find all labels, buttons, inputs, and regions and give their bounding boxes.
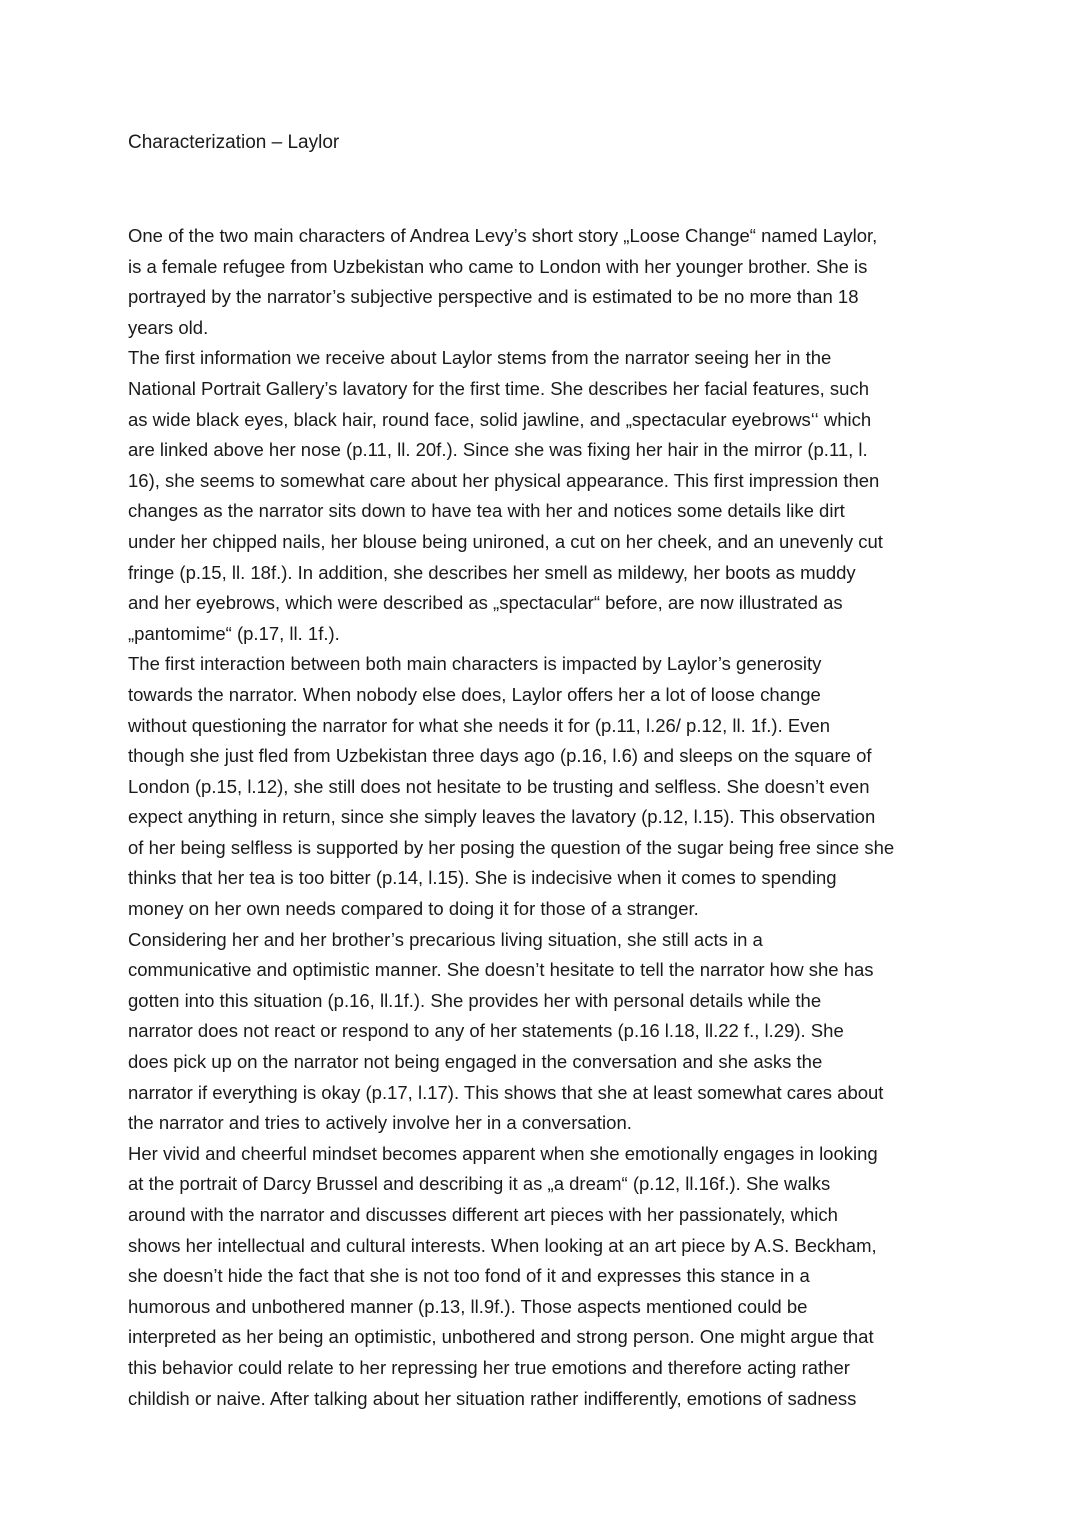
body-line: this behavior could relate to her repressing her true emotions and therefore acting rather [128,1356,850,1378]
body-line: National Portrait Gallery’s lavatory for the first time. She describes her facial features, such [128,377,870,399]
body-line: of her being selfless is supported by her posing the question of the sugar being free since she [128,836,895,858]
body-line: Considering her and her brother’s precarious living situation, she still acts in a [128,928,763,950]
body-line: childish or naive. After talking about her situation rather indifferently, emotions of sadness [128,1387,857,1409]
body-line: „pantomime“ (p.17, ll. 1f.). [128,622,340,644]
body-line: is a female refugee from Uzbekistan who came to London with her younger brother. She is [128,255,868,277]
body-line: humorous and unbothered manner (p.13, ll.9f.). Those aspects mentioned could be [128,1295,808,1317]
body-line: changes as the narrator sits down to have tea with her and notices some details like dirt [128,500,845,522]
body-line: interpreted as her being an optimistic, unbothered and strong person. One might argue that [128,1326,874,1348]
body-line: expect anything in return, since she simply leaves the lavatory (p.12, l.15). This observation [128,806,876,828]
body-line: towards the narrator. When nobody else does, Laylor offers her a lot of loose change [128,683,821,705]
body-line: fringe (p.15, ll. 18f.). In addition, she describes her smell as mildewy, her boots as muddy [128,561,856,583]
body-line: as wide black eyes, black hair, round face, solid jawline, and „spectacular eyebrows‘‘ which [128,408,872,430]
body-line: are linked above her nose (p.11, ll. 20f.). Since she was fixing her hair in the mirror (p.11, l. [128,439,868,461]
document-title: Characterization – Laylor [128,132,340,153]
body-line: thinks that her tea is too bitter (p.14, l.15). She is indecisive when it comes to spending [128,867,837,889]
body-line: the narrator and tries to actively involve her in a conversation. [128,1112,632,1134]
body-line: shows her intellectual and cultural interests. When looking at an art piece by A.S. Beckham, [128,1234,877,1256]
body-line: at the portrait of Darcy Brussel and describing it as „a dream“ (p.12, ll.16f.). She walks [128,1173,831,1195]
body-line: she doesn’t hide the fact that she is not too fond of it and expresses this stance in a [128,1265,810,1287]
body-line: around with the narrator and discusses different art pieces with her passionately, which [128,1204,838,1225]
body-line: though she just fled from Uzbekistan three days ago (p.16, l.6) and sleeps on the square of [128,745,872,767]
body-line: money on her own needs compared to doing it for those of a stranger. [128,898,699,920]
body-line: London (p.15, l.12), she still does not hesitate to be trusting and selfless. She doesn’t even [128,775,870,797]
body-line: One of the two main characters of Andrea Levy’s short story „Loose Change“ named Laylor, [128,225,878,246]
body-line: communicative and optimistic manner. She doesn’t hesitate to tell the narrator how she has [128,959,874,981]
body-line: and her eyebrows, which were described as „spectacular“ before, are now illustrated as [128,592,843,614]
body-line: 16), she seems to somewhat care about her physical appearance. This first impression then [128,469,880,491]
body-line: gotten into this situation (p.16, ll.1f.). She provides her with personal details while the [128,989,822,1011]
body-line: portrayed by the narrator’s subjective perspective and is estimated to be no more than 18 [128,286,859,308]
body-line: The first interaction between both main characters is impacted by Laylor’s generosity [128,653,822,675]
body-line: narrator if everything is okay (p.17, l.17). This shows that she at least somewhat cares about [128,1081,884,1103]
body-line: Her vivid and cheerful mindset becomes apparent when she emotionally engages in looking [128,1142,878,1164]
body-line: narrator does not react or respond to any of her statements (p.16 l.18, ll.22 f., l.29). She [128,1020,844,1042]
body-line: does pick up on the narrator not being engaged in the conversation and she asks the [128,1051,823,1073]
body-line: without questioning the narrator for what she needs it for (p.11, l.26/ p.12, ll. 1f.). Even [128,714,831,736]
body-line: under her chipped nails, her blouse being unironed, a cut on her cheek, and an unevenly cut [128,530,883,552]
document-body [128,221,894,1414]
body-line: The first information we receive about Laylor stems from the narrator seeing her in the [128,347,832,369]
body-line: years old. [128,316,209,338]
